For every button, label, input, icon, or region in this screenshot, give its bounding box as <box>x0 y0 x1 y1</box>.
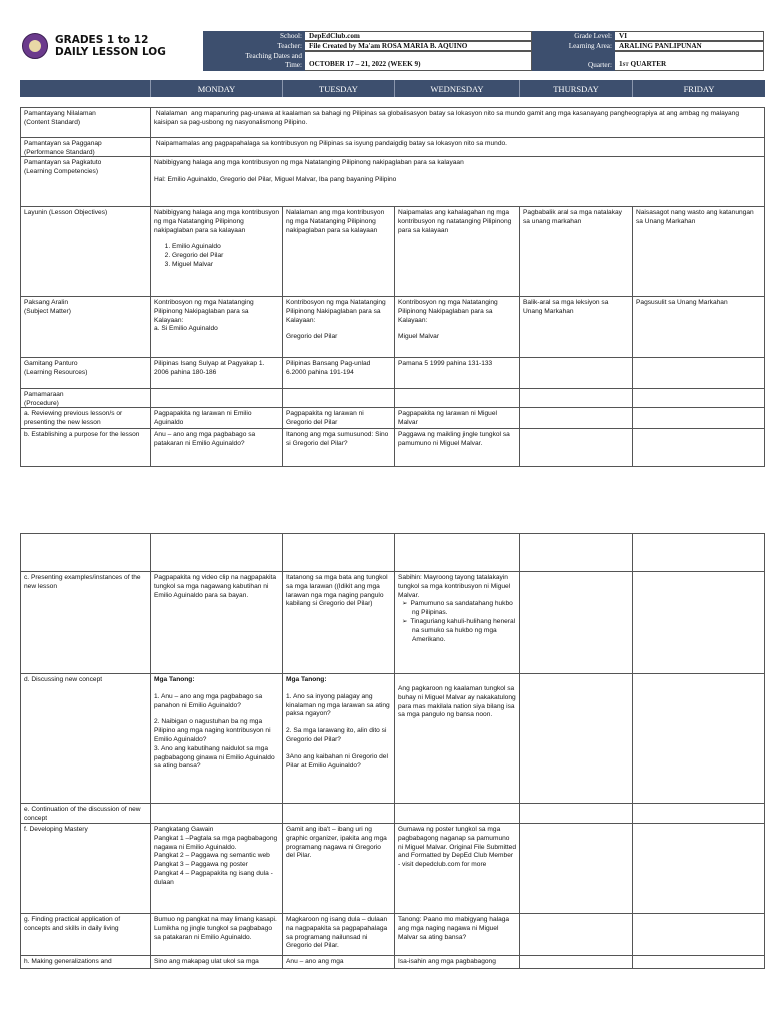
procedure-e-monday <box>150 803 283 824</box>
procedure-f-monday <box>150 823 283 914</box>
procedure-e-tuesday <box>282 803 395 824</box>
procedure-thursday <box>519 388 633 408</box>
procedure-e-wednesday <box>394 803 520 824</box>
content-standard-label-1: Pamantayang Nilalaman <box>24 110 96 117</box>
f-monday-line: Pangkat 4 – Pagpapakita ng isang dula - dulaan <box>154 869 273 886</box>
subject-label-2: (Subject Matter) <box>24 307 71 315</box>
procedure-c-tuesday: Itatanong sa mga bata ang tungkol sa mga larawan ((Idikit ang mga larawan nga mga naging pangulo kabilang si Gregorio del Pilar) <box>282 571 395 674</box>
competency-label-1: Pamantayan sa Pagkatuto <box>24 159 102 166</box>
performance-standard-label-1: Pamantayan sa Pagganap <box>24 140 102 147</box>
content-standard-label-2: (Content Standard) <box>24 118 81 126</box>
title-dll: DAILY LESSON LOG <box>55 46 166 58</box>
objectives-monday-text: Nabibigyang halaga ang mga kontribusyon ng mga Natatanging Pilipinong nakipaglaban para sa kalayaan <box>154 209 280 234</box>
procedure-c-label: c. Presenting examples/instances of the new lesson <box>20 571 151 674</box>
page2-header-monday <box>150 533 283 572</box>
f-monday-line: Pangkat 2 – Paggawa ng semantic web <box>154 852 270 860</box>
subject-wednesday <box>394 296 520 358</box>
resources-thursday <box>519 357 633 389</box>
resources-wednesday: Pamana 5 1999 pahina 131-133 <box>394 357 520 389</box>
quarter-value <box>615 51 764 71</box>
procedure-e-friday <box>632 803 765 824</box>
objectives-tuesday: Nalalaman ang mga kontribusyon ng mga Natatanging Pilipinong nakipaglaban para sa kalayaan <box>282 206 395 297</box>
subject-wednesday-2: Miguel Malvar <box>398 333 440 341</box>
competency-label <box>20 156 151 207</box>
quarter-word: QUARTER <box>628 60 667 68</box>
procedure-f-thursday <box>519 823 633 914</box>
resources-tuesday: Pilipinas Bansang Pag-unlad 6.2000 pahina 191-194 <box>282 357 395 389</box>
procedure-a-wednesday: Pagpapakita ng larawan ni Miguel Malvar <box>394 407 520 429</box>
subject-monday-1: Kontribosyon ng mga Natatanging Pilipinong Nakipaglaban para sa Kalayaan: <box>154 299 254 324</box>
procedure-a-monday: Pagpapakita ng larawan ni Emilio Aguinaldo <box>150 407 283 429</box>
subject-monday <box>150 296 283 358</box>
procedure-b-thursday <box>519 428 633 467</box>
procedure-f-wednesday: Gumawa ng poster tungkol sa mga pagbabagong naganap sa pamumuno ni Miguel Malvar. Original File Submitted and Formatted by DepEd Club Member - visit depedclub.com for more <box>394 823 520 914</box>
competency-label-2: (Learning Competencies) <box>24 167 99 175</box>
procedure-h-tuesday: Anu – ano ang mga <box>282 955 395 969</box>
procedure-g-monday: Bumuo ng pangkat na may limang kasapi. Lumikha ng jingle tungkol sa pagbabago sa patakaran ni Emilio Aguinaldo. <box>150 913 283 956</box>
quarter-suffix: ST <box>622 63 629 68</box>
performance-standard-label-2: (Performance Standard) <box>24 148 95 156</box>
page2-header-friday <box>632 533 765 572</box>
procedure-c-wednesday-text: Sabihin: Mayroong tayong tatalakayin tungkol sa mga kontribusyon ni Miguel Malvar. <box>398 574 511 599</box>
objectives-thursday: Pagbabalik aral sa mga natalakay sa unang markahan <box>519 206 633 297</box>
procedure-c-monday: Pagpapakita ng video clip na nagpapakita tungkol sa mga nagawang kabutihan ni Emilio Aguinaldo para sa bayan. <box>150 571 283 674</box>
resources-friday <box>632 357 765 389</box>
procedure-b-wednesday: Paggawa ng maikling jingle tungkol sa pamumuno ni Miguel Malvar. <box>394 428 520 467</box>
f-monday-line: Pangkat 1 –Pagtala sa mga pagbabagong nagawa ni Emilio Aguinaldo. <box>154 834 278 851</box>
d-tuesday-question-3: 3Ano ang kaibahan ni Gregorio del Pilar at Emilio Aguinaldo? <box>286 752 388 769</box>
d-tuesday-question-1: 1. Ano sa inyong palagay ang kinalaman ng mga larawan sa ating paksa ngayon? <box>286 692 390 718</box>
procedure-c-wednesday-list <box>398 600 516 644</box>
procedure-c-wednesday <box>394 571 520 674</box>
procedure-e-label: e. Continuation of the discussion of new concept <box>20 803 151 824</box>
quarter-number: 1 <box>619 60 623 68</box>
competency-examples: Hal: Emilio Aguinaldo, Gregorio del Pilar, Miguel Malvar, Iba pang bayaning Pilipino <box>154 175 397 183</box>
quarter-label: Quarter: <box>532 51 615 71</box>
procedure-b-label: b. Establishing a purpose for the lesson <box>20 428 151 467</box>
procedure-c-thursday <box>519 571 633 674</box>
objectives-wednesday: Naipamalas ang kahalagahan ng mga kontribusyon ng natatanging Pilipinong para sa kalayaan <box>394 206 520 297</box>
dates-label-line2: Time: <box>285 61 302 69</box>
procedure-c-friday <box>632 571 765 674</box>
objectives-monday-list <box>154 243 279 269</box>
procedure-h-monday: Sino ang makapag ulat ukol sa mga <box>150 955 283 969</box>
area-label: Learning Area: <box>532 41 615 51</box>
procedure-h-label: h. Making generalizations and <box>20 955 151 969</box>
procedure-g-tuesday: Magkaroon ng isang dula – dulaan na nagpapakita sa pagpapahalaga sa programang nailunsad ni Gregorio del Pilar. <box>282 913 395 956</box>
deped-seal-logo <box>22 33 48 59</box>
procedure-d-friday <box>632 673 765 804</box>
procedure-g-friday <box>632 913 765 956</box>
school-label: School: <box>203 31 305 41</box>
page2-header-thursday <box>519 533 633 572</box>
procedure-f-label: f. Developing Mastery <box>20 823 151 914</box>
subject-label-1: Paksang Aralin <box>24 299 68 306</box>
objectives-label: Layunin (Lesson Objectives) <box>20 206 151 297</box>
procedure-a-thursday <box>519 407 633 429</box>
performance-standard-text: Naipamamalas ang pagpapahalaga sa kontribusyon ng Pilipinas sa isyung pandaigdig batay sa lokasyon nito sa mundo. <box>150 137 765 157</box>
subject-friday: Pagsusulit sa Unang Markahan <box>632 296 765 358</box>
d-monday-question-3: 3. Ano ang kabutihang naidulot sa mga pagbabagong ginawa ni Emilio Aguinaldo sa ating bansa? <box>154 744 275 770</box>
procedure-f-friday <box>632 823 765 914</box>
procedure-b-monday: Anu – ano ang mga pagbabago sa patakaran ni Emilio Aguinaldo? <box>150 428 283 467</box>
performance-standard-label <box>20 137 151 157</box>
procedure-d-thursday <box>519 673 633 804</box>
procedure-a-friday <box>632 407 765 429</box>
area-value: ARALING PANLIPUNAN <box>615 41 764 51</box>
procedure-a-tuesday: Pagpapakita ng larawan ni Gregorio del Pilar <box>282 407 395 429</box>
f-monday-line: Pangkat 3 – Paggawa ng poster <box>154 861 248 869</box>
objective-item: 2. Gregorio del Pilar <box>172 252 279 261</box>
subject-wednesday-1: Kontribosyon ng mga Natatanging Pilipinong Nakipaglaban para sa Kalayaan: <box>398 299 498 324</box>
resources-label-2: (Learning Resources) <box>24 368 88 376</box>
day-monday: MONDAY <box>150 80 282 97</box>
procedure-h-thursday <box>519 955 633 969</box>
procedure-h-wednesday: Isa-isahin ang mga pagbabagong <box>394 955 520 969</box>
procedure-e-thursday <box>519 803 633 824</box>
day-tuesday: TUESDAY <box>282 80 394 97</box>
content-standard-text: Nalalaman ang mapanuring pag-unawa at kaalaman sa bahagi ng Pilipinas sa globalisasyon batay sa lokasyon nito sa mundo gamit ang mga kasanayang pangheograpiya at ang ambag ng malayang kaisipan sa pag-usbong ng nasyonalismong Pilipino. <box>150 107 765 138</box>
dates-label <box>203 51 305 71</box>
d-tuesday-question-2: 2. Sa mga larawang ito, alin dito si Gregorio del Pilar? <box>286 727 387 743</box>
d-monday-heading: Mga Tanong: <box>154 676 195 683</box>
procedure-monday <box>150 388 283 408</box>
resources-label-1: Gamitang Panturo <box>24 360 78 367</box>
procedure-d-tuesday <box>282 673 395 804</box>
d-monday-question-2: 2. Naibigan o nagustuhan ba ng mga Pilipino ang mga naging kontribusyon ni Emilio Aguinaldo? <box>154 718 271 743</box>
procedure-b-friday <box>632 428 765 467</box>
content-standard-label <box>20 107 151 138</box>
teacher-value: File Created by Ma'am ROSA MARIA B. AQUINO <box>305 41 532 51</box>
page2-header-wednesday <box>394 533 520 572</box>
procedure-label <box>20 388 151 408</box>
objectives-friday: Naisasagot nang wasto ang katanungan sa Unang Markahan <box>632 206 765 297</box>
d-monday-question-1: 1. Anu – ano ang mga pagbabago sa panahon ni Emilio Aguinaldo? <box>154 692 263 709</box>
procedure-friday <box>632 388 765 408</box>
teacher-label: Teacher: <box>203 41 305 51</box>
procedure-d-label: d. Discussing new concept <box>20 673 151 804</box>
competency-main: Nabibigyang halaga ang mga kontribusyon ng mga Natatanging Pilipinong nakipaglaban para sa kalayaan <box>154 159 464 166</box>
grade-label: Grade Level: <box>532 31 615 41</box>
page2-header-label <box>20 533 151 572</box>
subject-label <box>20 296 151 358</box>
procedure-f-tuesday: Gamit ang iba't – ibang uri ng graphic organizer, ipakita ang mga programang nagawa ni Gregorio del Pilar. <box>282 823 395 914</box>
day-friday: FRIDAY <box>632 80 765 97</box>
procedure-h-friday <box>632 955 765 969</box>
procedure-g-thursday <box>519 913 633 956</box>
procedure-a-label: a. Reviewing previous lesson/s or presenting the new lesson <box>20 407 151 429</box>
subject-thursday: Balik-aral sa mga leksiyon sa Unang Markahan <box>519 296 633 358</box>
procedure-d-monday <box>150 673 283 804</box>
procedure-b-tuesday: Itanong ang mga sumusunod: Sino si Gregorio del Pilar? <box>282 428 395 467</box>
subject-monday-2: a. Si Emilio Aguinaldo <box>154 325 218 333</box>
objective-item: 3. Miguel Malvar <box>172 261 279 270</box>
competency-text <box>150 156 765 207</box>
resources-monday: Pilipinas Isang Sulyap at Pagyakap 1. 2006 pahina 180-186 <box>150 357 283 389</box>
school-value: DepEdClub.com <box>305 31 532 41</box>
day-thursday: THURSDAY <box>519 80 632 97</box>
d-tuesday-heading: Mga Tanong: <box>286 676 327 683</box>
grade-value: VI <box>615 31 764 41</box>
subject-tuesday-2: Gregorio del Pilar <box>286 333 338 341</box>
procedure-wednesday <box>394 388 520 408</box>
objective-item: 1. Emilio Aguinaldo <box>172 243 279 252</box>
page2-header-tuesday <box>282 533 395 572</box>
procedure-label-2: (Procedure) <box>24 399 59 407</box>
dates-label-line1: Teaching Dates and <box>245 52 302 60</box>
procedure-g-label: g. Finding practical application of concepts and skills in daily living <box>20 913 151 956</box>
arrow-bullet-item: ➢ Pamumuno sa sandatahang hukbo ng Pilipinas. <box>412 600 516 618</box>
f-monday-line: Pangkatang Gawain <box>154 826 214 833</box>
day-wednesday: WEDNESDAY <box>394 80 519 97</box>
procedure-d-wednesday: Ang pagkaroon ng kaalaman tungkol sa buhay ni Miguel Malvar ay nakakatulong para mas makilala nation siya bilang isa sa mga pangulo ng bansa noon. <box>394 673 520 804</box>
dates-value: OCTOBER 17 – 21, 2022 (WEEK 9) <box>305 51 532 71</box>
arrow-bullet-item: ➢ Tinaguriang kahuli-hulihang heneral na sumuko sa hukbo ng mga Amerikano. <box>412 618 516 644</box>
subject-tuesday <box>282 296 395 358</box>
procedure-tuesday <box>282 388 395 408</box>
procedure-g-wednesday: Tanong: Paano mo mabigyang halaga ang mga naging nagawa ni Miguel Malvar sa ating bansa? <box>394 913 520 956</box>
resources-label <box>20 357 151 389</box>
procedure-label-1: Pamamaraan <box>24 391 64 398</box>
title-grades: GRADES 1 to 12 <box>55 34 149 46</box>
objectives-monday <box>150 206 283 297</box>
subject-tuesday-1: Kontribosyon ng mga Natatanging Pilipinong Nakipaglaban para sa Kalayaan: <box>286 299 386 324</box>
